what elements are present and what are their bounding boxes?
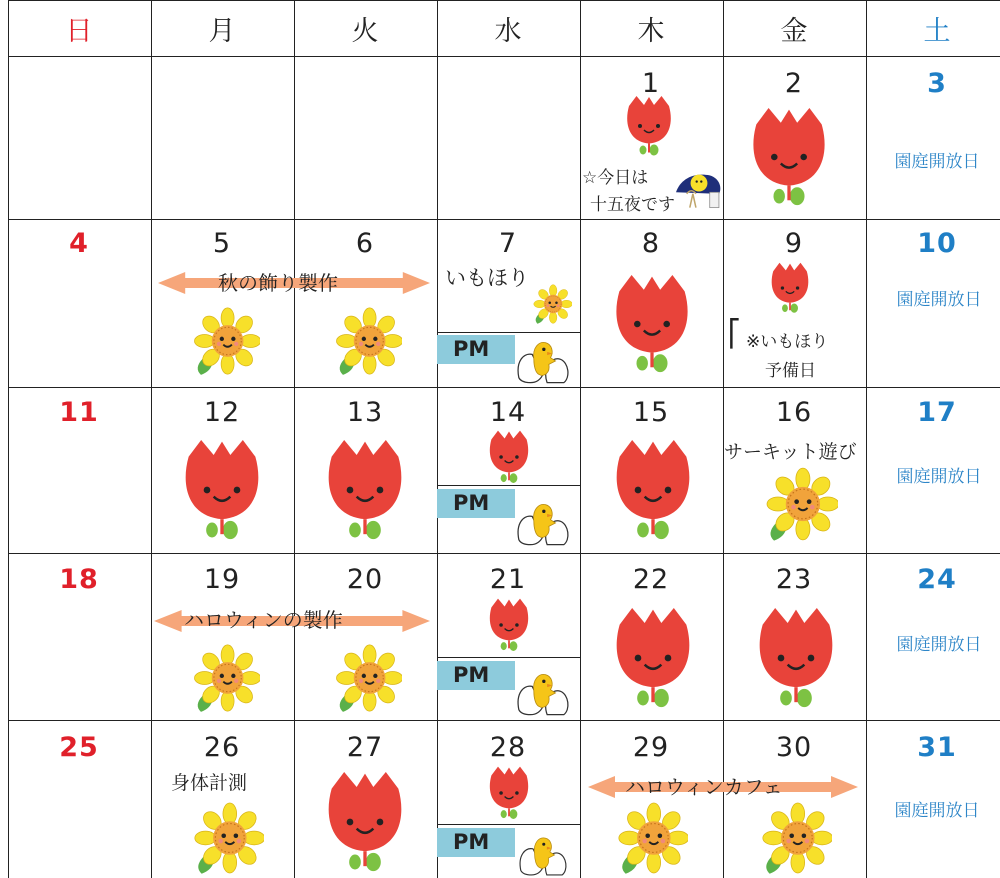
day-number: 8 (641, 228, 661, 259)
sunflower-icon (530, 283, 572, 325)
pm-label: PM (437, 828, 515, 857)
day-number: 5 (212, 228, 232, 259)
pm-divider (437, 824, 580, 825)
sunflower-icon (188, 305, 260, 377)
pm-label: PM (437, 335, 515, 364)
tulip-icon (611, 440, 695, 540)
tulip-icon (754, 608, 838, 708)
day-number: 22 (632, 564, 670, 595)
weekday-header-monday: 月 (208, 16, 236, 47)
day-number: 9 (784, 228, 804, 259)
sunflower-icon (188, 800, 264, 876)
day-number: 27 (346, 732, 384, 763)
halloween-cafe-note: ハロウィンカフェ (625, 775, 783, 799)
garden-open-note: 園庭開放日 (896, 635, 982, 655)
day-number-saturday: 17 (917, 397, 957, 428)
garden-open-note: 園庭開放日 (894, 801, 980, 821)
tulip-icon (769, 262, 811, 314)
day-number: 19 (203, 564, 241, 595)
garden-open-note: 園庭開放日 (896, 290, 982, 310)
imohori-backup-line1: ※いもほり (746, 332, 829, 352)
tulip-icon (323, 440, 407, 540)
grid-line (8, 720, 1000, 721)
pm-divider (437, 657, 580, 658)
body-measure-note: 身体計測 (171, 772, 248, 794)
halloween-craft-note: ハロウィンの製作 (184, 608, 343, 632)
tulip-icon (487, 766, 531, 820)
imohori-backup-bracket: ⎡ (728, 319, 741, 349)
chick-egg-icon (511, 498, 575, 548)
day-number: 15 (632, 397, 670, 428)
weekday-header-friday: 金 (780, 16, 808, 47)
tulip-icon (611, 608, 695, 708)
day-number-sunday: 4 (69, 228, 89, 259)
day-number: 21 (489, 564, 527, 595)
circuit-note: サーキット遊び (724, 441, 857, 463)
grid-line (8, 387, 1000, 388)
weekday-header-sunday: 日 (65, 16, 93, 47)
imohori-note: いもほり (445, 266, 529, 290)
day-number: 6 (355, 228, 375, 259)
tulip-icon (611, 275, 693, 373)
day-number-saturday: 24 (917, 564, 957, 595)
tulip-icon (624, 95, 674, 157)
day-number: 30 (775, 732, 813, 763)
garden-open-note: 園庭開放日 (894, 152, 980, 172)
moon-note-line1: ☆今日は (582, 168, 649, 188)
sunflower-icon (760, 465, 838, 543)
tulip-icon (180, 440, 264, 540)
weekday-header-wednesday: 水 (494, 16, 522, 47)
sunflower-icon (330, 642, 402, 714)
day-number-sunday: 18 (59, 564, 99, 595)
weekday-header-thursday: 木 (637, 16, 665, 47)
grid-line (8, 219, 1000, 220)
moon-note-line2: 十五夜です (590, 195, 675, 215)
day-number: 13 (346, 397, 384, 428)
chick-egg-icon (511, 832, 575, 878)
day-number: 1 (641, 68, 661, 99)
imohori-backup-line2: 予備日 (765, 361, 816, 381)
chick-egg-icon (511, 336, 575, 386)
weekday-header-tuesday: 火 (351, 16, 379, 47)
day-number-sunday: 11 (59, 397, 99, 428)
day-number: 2 (784, 68, 804, 99)
day-number: 16 (775, 397, 813, 428)
grid-line (8, 0, 1000, 1)
garden-open-note: 園庭開放日 (896, 467, 982, 487)
pm-divider (437, 332, 580, 333)
day-number-sunday: 25 (59, 732, 99, 763)
autumn-craft-note: 秋の飾り製作 (218, 271, 338, 295)
pm-divider (437, 485, 580, 486)
day-number: 23 (775, 564, 813, 595)
grid-line (8, 553, 1000, 554)
day-number: 7 (498, 228, 518, 259)
day-number: 29 (632, 732, 670, 763)
moon-viewing-icon (676, 166, 722, 214)
tulip-icon (748, 108, 830, 206)
day-number-saturday: 3 (927, 68, 947, 99)
sunflower-icon (188, 642, 260, 714)
tulip-icon (487, 430, 531, 484)
day-number-saturday: 31 (917, 732, 957, 763)
pm-label: PM (437, 661, 515, 690)
day-number: 26 (203, 732, 241, 763)
day-number: 12 (203, 397, 241, 428)
day-number-saturday: 10 (917, 228, 957, 259)
october-calendar (8, 0, 1000, 878)
day-number: 14 (489, 397, 527, 428)
day-number: 28 (489, 732, 527, 763)
sunflower-icon (330, 305, 402, 377)
day-number: 20 (346, 564, 384, 595)
sunflower-icon (612, 800, 688, 876)
weekday-header-saturday: 土 (923, 16, 951, 47)
chick-egg-icon (511, 668, 575, 718)
pm-label: PM (437, 489, 515, 518)
tulip-icon (487, 598, 531, 652)
grid-line (8, 56, 1000, 57)
tulip-icon (323, 772, 407, 872)
sunflower-icon (756, 800, 832, 876)
